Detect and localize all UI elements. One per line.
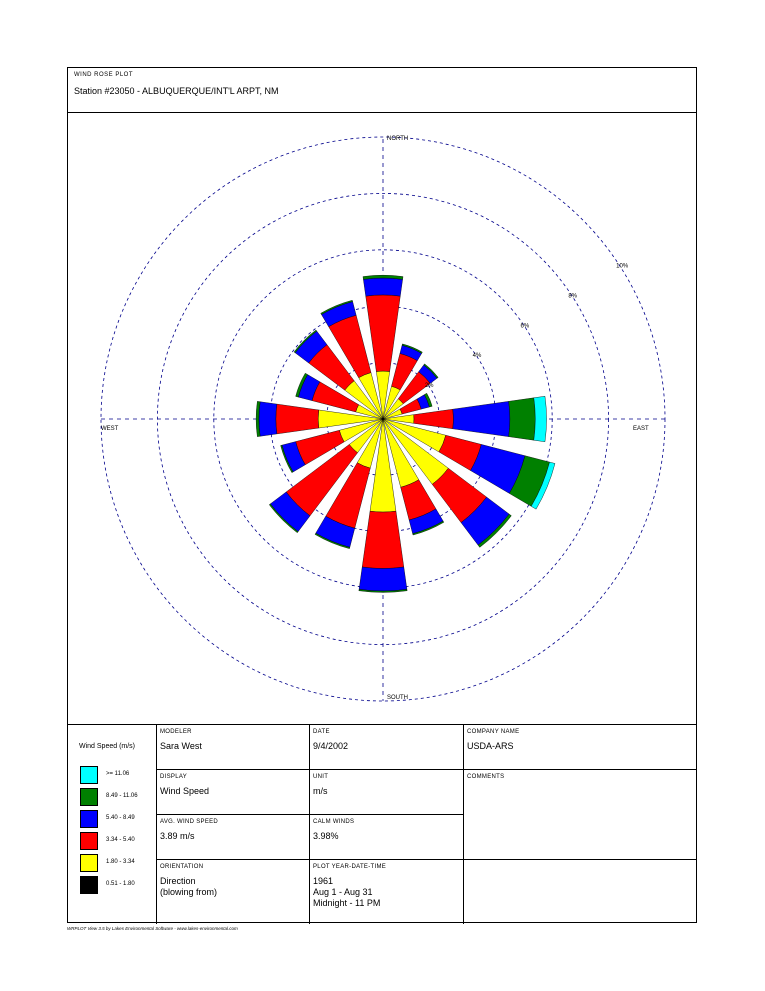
petal-n-class-2 <box>366 295 401 372</box>
petal-e-class-2 <box>414 409 454 429</box>
display-label: DISPLAY <box>160 774 187 780</box>
wind-rose-area <box>68 113 696 725</box>
unit-label: UNIT <box>313 774 328 780</box>
legend-title: Wind Speed (m/s) <box>79 743 135 750</box>
modeler-value: Sara West <box>160 741 202 752</box>
date-value: 9/4/2002 <box>313 741 348 752</box>
plot-year-label: PLOT YEAR-DATE-TIME <box>313 864 386 870</box>
display-cell <box>157 770 310 815</box>
info-divider <box>68 724 696 725</box>
report-frame <box>67 67 697 923</box>
legend-cell <box>68 725 157 924</box>
legend-swatch <box>80 766 98 784</box>
petal-w-class-3 <box>259 402 277 437</box>
petal-w-class-2 <box>276 404 319 434</box>
plot-year-cell <box>310 860 464 924</box>
display-value: Wind Speed <box>160 786 209 797</box>
ring-label: 10% <box>616 264 629 270</box>
legend-range: 0.51 - 1.80 <box>106 881 135 887</box>
petal-e-class-4 <box>509 398 536 440</box>
petal-s-class-3 <box>359 567 407 591</box>
ring-label: 8% <box>568 293 577 299</box>
company-label: COMPANY NAME <box>467 729 519 735</box>
calm-winds-cell <box>310 815 464 860</box>
legend-range: 3.34 - 5.40 <box>106 837 135 843</box>
date-cell <box>310 725 464 770</box>
plot-year-value <box>313 876 380 909</box>
blank-cell <box>464 860 696 924</box>
software-footer: WRPLOT View 3.5 by Lakes Environmental Software - www.lakes-environmental.com <box>67 926 238 931</box>
petal-e-class-5 <box>534 396 547 442</box>
legend-range: 1.80 - 3.34 <box>106 859 135 865</box>
compass-east: EAST <box>633 426 649 432</box>
legend-swatch <box>80 832 98 850</box>
plot-dates: Aug 1 - Aug 31 <box>313 887 380 898</box>
date-label: DATE <box>313 729 330 735</box>
info-table <box>68 725 696 924</box>
compass-north: NORTH <box>387 136 408 142</box>
calm-winds-value: 3.98% <box>313 831 339 842</box>
ring-label: 2% <box>425 383 434 389</box>
legend-swatch <box>80 788 98 806</box>
comments-label: COMMENTS <box>467 774 504 780</box>
ring-labels-group <box>425 264 629 390</box>
legend-range: >= 11.06 <box>106 771 129 777</box>
ring-label: 6% <box>520 323 529 329</box>
orientation-label: ORIENTATION <box>160 864 203 870</box>
petal-e-class-3 <box>453 401 510 436</box>
compass-south: SOUTH <box>387 695 408 701</box>
legend-swatch <box>80 810 98 828</box>
legend-range: 8.49 - 11.06 <box>106 793 138 799</box>
petal-s-class-2 <box>362 511 404 568</box>
unit-cell <box>310 770 464 815</box>
avg-speed-cell <box>157 815 310 860</box>
legend-swatch <box>80 876 98 894</box>
company-cell <box>464 725 696 770</box>
avg-speed-label: AVG. WIND SPEED <box>160 819 218 825</box>
orientation-value <box>160 876 217 898</box>
modeler-label: MODELER <box>160 729 192 735</box>
petal-n-class-3 <box>363 278 402 296</box>
plot-year: 1961 <box>313 876 380 887</box>
station-title: Station #23050 - ALBUQUERQUE/INT'L ARPT, NM <box>74 86 278 96</box>
unit-value: m/s <box>313 786 328 797</box>
avg-speed-value: 3.89 m/s <box>160 831 195 842</box>
company-value: USDA-ARS <box>467 741 514 752</box>
orientation-cell <box>157 860 310 924</box>
calm-winds-label: CALM WINDS <box>313 819 354 825</box>
compass-west: WEST <box>101 426 119 432</box>
comments-cell <box>464 770 696 860</box>
petals-group <box>256 275 555 592</box>
legend-range: 5.40 - 8.49 <box>106 815 135 821</box>
orientation-line-1: Direction <box>160 876 217 887</box>
plot-type-label: WIND ROSE PLOT <box>74 72 133 78</box>
ring-label: 4% <box>473 353 482 359</box>
orientation-line-2: (blowing from) <box>160 887 217 898</box>
modeler-cell <box>157 725 310 770</box>
plot-time: Midnight - 11 PM <box>313 898 380 909</box>
legend-swatch <box>80 854 98 872</box>
